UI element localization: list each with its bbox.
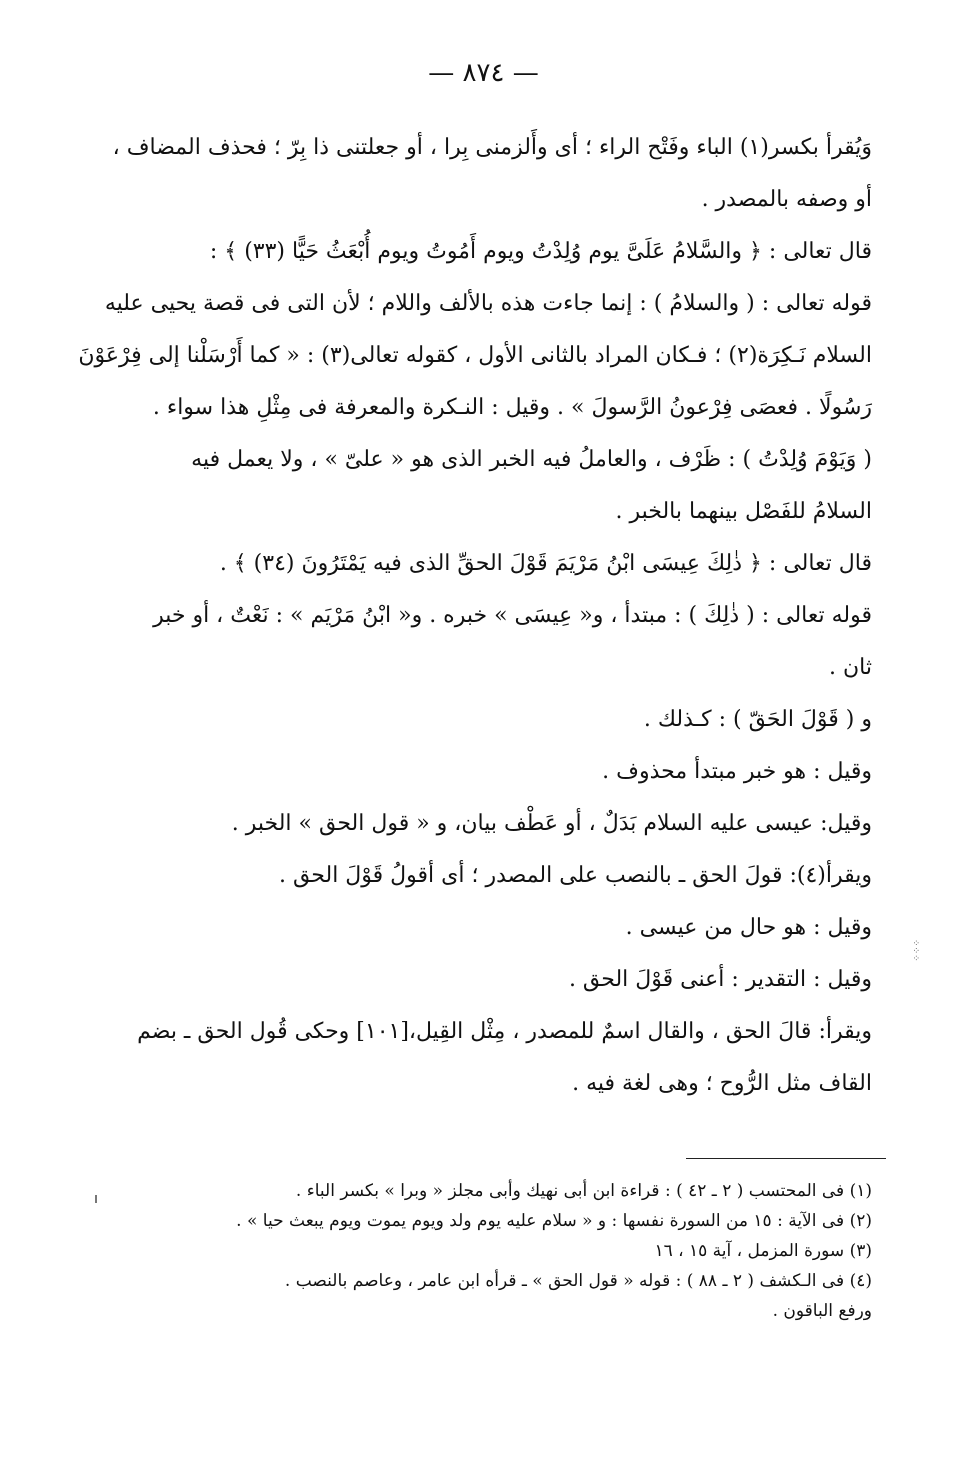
body-line: ويقرأ(٤): قولَ الحق ـ بالنصب على المصدر ؛ أى أقولُ قَوْلَ الحق . bbox=[278, 863, 872, 888]
body-line: القاف مثل الرُّوح ؛ وهى لغة فيه . bbox=[572, 1071, 872, 1096]
body-line: وَيُقرأ بكسر(١) الباء وفَتْح الراء ؛ أى وأَلزمنى بِرا ، أو جعلتنى ذا بِرّ ؛ فحذف المضاف ، bbox=[112, 135, 872, 160]
body-line: السلامُ للفَصْل بينهما بالخبر . bbox=[615, 499, 872, 524]
footnote: (٣) سورة المزمل ، آية ١٥ ، ١٦ bbox=[654, 1241, 872, 1261]
body-line: قال تعالى : ﴿ والسَّلامُ عَلَىَّ يوم وُلِدْتُ ويوم أَمُوتُ ويوم أُبْعَثُ حَيًّا (٣٣) ﴾ : bbox=[209, 239, 872, 264]
footnote: (٤) فى الـكشف ( ٢ ـ ٨٨ ) : قوله « قول الحق » ـ قرأه ابن عامر ، وعاصم بالنصب . bbox=[284, 1271, 872, 1291]
body-line: وقيل : التقدير : أعنى قَوْلَ الحق . bbox=[568, 967, 872, 992]
body-line: أو وصفه بالمصدر . bbox=[701, 187, 872, 212]
body-line: قوله تعالى : ( ذٰلِكَ ) : مبتدأ ، و« عِيسَى » خبره . و« ابْنُ مَرْيَم » : نَعْتٌ ، أو خبر bbox=[153, 603, 872, 628]
footnote: (٢) فى الآية : ١٥ من السورة نفسها : و « سلام عليه يوم ولد ويوم يموت ويوم يبعث حيا » . bbox=[236, 1211, 872, 1231]
body-line: قال تعالى : ﴿ ذٰلِكَ عِيسَى ابْنُ مَرْيَمَ قَوْلَ الحقِّ الذى فيه يَمْتَرُونَ (٣٤) ﴾ . bbox=[219, 551, 872, 576]
body-line: وقيل : هو حال من عيسى . bbox=[625, 915, 872, 940]
body-line: قوله تعالى : ( والسلامُ ) : إنما جاءت هذه بالألف واللام ؛ لأن التى فى قصة يحيى عليه bbox=[104, 291, 872, 316]
body-text bbox=[78, 122, 872, 1110]
footnotes bbox=[130, 1176, 872, 1326]
footnote: (١) فى المحتسب ( ٢ ـ ٤٢ ) : قراءة ابن أبى نهيك وأبى مجلز « وبرا » بكسر الباء . bbox=[295, 1181, 872, 1201]
body-line: وقيل : هو خبر مبتدأ محذوف . bbox=[602, 759, 872, 784]
page-number: — ٨٧٤ — bbox=[428, 58, 539, 88]
footnote: ورفع الباقون . bbox=[772, 1301, 872, 1321]
body-line: رَسُولًا . فعصَى فِرْعونُ الرَّسولَ » . وقيل : النـكرة والمعرفة فى مِثْلِ هذا سواء . bbox=[152, 395, 872, 420]
body-line: ( وَيَوْمَ وُلِدْتُ ) : ظَرْف ، والعاملُ فيه الخبر الذى هو « علىّ » ، ولا يعمل فيه bbox=[191, 447, 872, 472]
margin-ornament: ⁘⁘⁘ bbox=[910, 938, 920, 962]
body-line: ثان . bbox=[829, 655, 872, 680]
footnote-divider bbox=[686, 1158, 886, 1159]
body-line: ويقرأ: قالَ الحق ، والقال اسمٌ للمصدر ، مِثْل القِيل،[١٠١] وحكى قُول الحق ـ بضم bbox=[137, 1019, 872, 1044]
body-line: وقيل: عيسى عليه السلام بَدَلٌ ، أو عَطْف بيان، و « قول الحق » الخبر . bbox=[231, 811, 872, 836]
margin-tick bbox=[95, 1195, 97, 1203]
body-line: السلام نَـكِرَة(٢) ؛ فـكان المراد بالثانى الأول ، كقوله تعالى(٣) : « كما أَرْسَلْنا إلى فِرْعَوْنَ bbox=[78, 343, 872, 368]
body-line: و ( قَوْلَ الحَقّ ) : كـذلك . bbox=[643, 707, 872, 732]
